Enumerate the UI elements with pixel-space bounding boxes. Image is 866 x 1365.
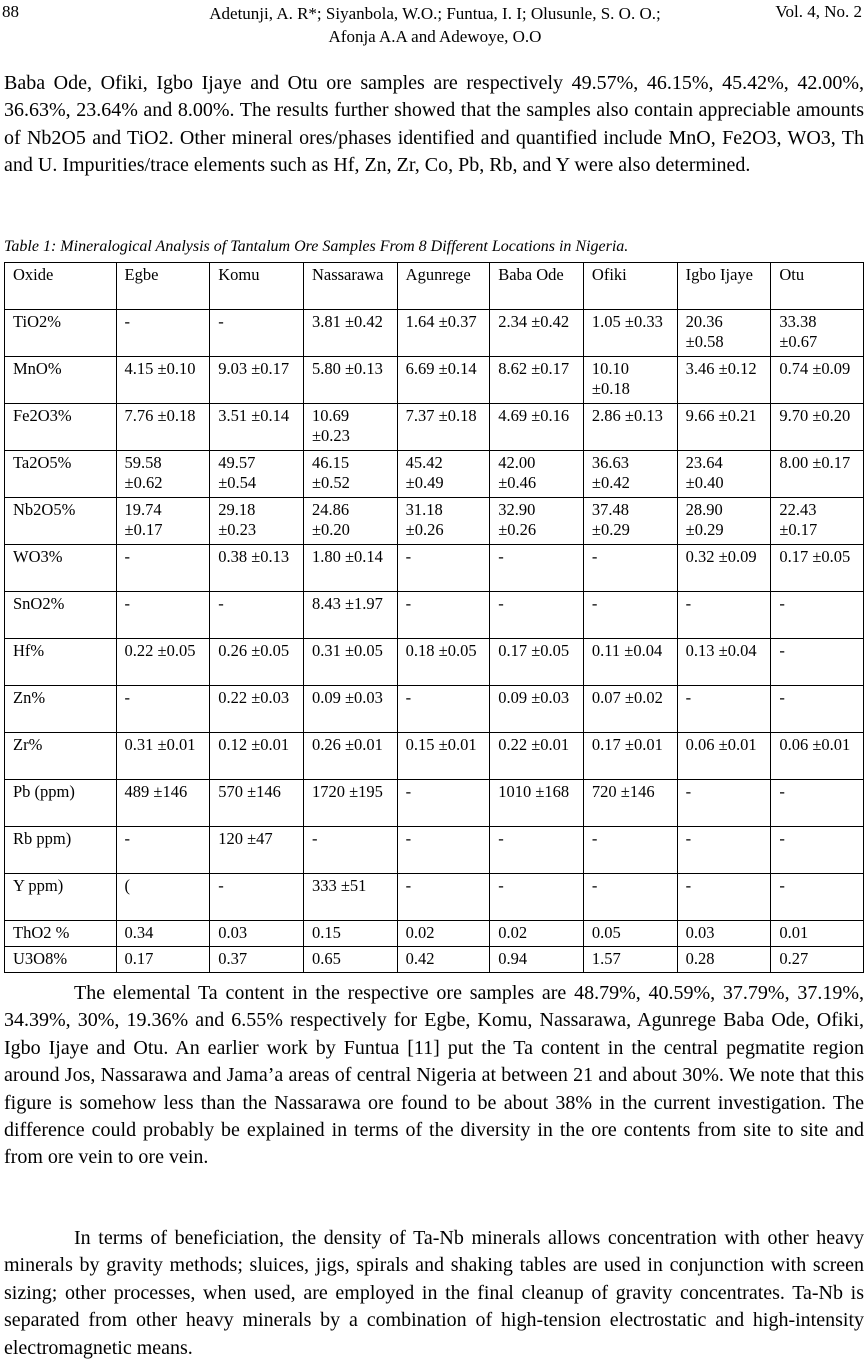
- value-cell: -: [490, 592, 584, 639]
- value-cell: -: [677, 592, 771, 639]
- value-cell: 120 ±47: [210, 827, 304, 874]
- value-cell: 0.15 ±0.01: [397, 733, 490, 780]
- column-header: Komu: [210, 263, 304, 310]
- author-list: [165, 2, 705, 48]
- value-cell: 0.28: [677, 947, 771, 973]
- value-cell: 8.00 ±0.17: [771, 451, 864, 498]
- value-cell: 0.42: [397, 947, 490, 973]
- value-cell: 8.62 ±0.17: [490, 357, 584, 404]
- value-cell: 4.15 ±0.10: [116, 357, 210, 404]
- value-cell: -: [583, 592, 677, 639]
- table-row: [5, 921, 864, 947]
- value-cell: 3.46 ±0.12: [677, 357, 771, 404]
- table-header-row: [5, 263, 864, 310]
- value-cell: -: [116, 310, 210, 357]
- value-cell: 46.15 ±0.52: [303, 451, 397, 498]
- value-cell: 0.07 ±0.02: [583, 686, 677, 733]
- oxide-cell: Zr%: [5, 733, 117, 780]
- value-cell: 8.43 ±1.97: [303, 592, 397, 639]
- oxide-cell: TiO2%: [5, 310, 117, 357]
- column-header: Egbe: [116, 263, 210, 310]
- value-cell: 0.31 ±0.01: [116, 733, 210, 780]
- value-cell: 570 ±146: [210, 780, 304, 827]
- oxide-cell: Y ppm): [5, 874, 117, 921]
- value-cell: 0.18 ±0.05: [397, 639, 490, 686]
- value-cell: 720 ±146: [583, 780, 677, 827]
- oxide-cell: Pb (ppm): [5, 780, 117, 827]
- value-cell: 1.57: [583, 947, 677, 973]
- table-row: [5, 357, 864, 404]
- oxide-cell: Ta2O5%: [5, 451, 117, 498]
- value-cell: 28.90 ±0.29: [677, 498, 771, 545]
- value-cell: -: [771, 874, 864, 921]
- table-row: [5, 874, 864, 921]
- value-cell: 29.18 ±0.23: [210, 498, 304, 545]
- oxide-cell: Zn%: [5, 686, 117, 733]
- table-row: [5, 733, 864, 780]
- value-cell: -: [210, 592, 304, 639]
- value-cell: 33.38 ±0.67: [771, 310, 864, 357]
- value-cell: 23.64 ±0.40: [677, 451, 771, 498]
- value-cell: 0.06 ±0.01: [771, 733, 864, 780]
- volume-label: Vol. 4, No. 2: [775, 2, 862, 21]
- body-paragraph: The elemental Ta content in the respective ore samples are 48.79%, 40.59%, 37.79%, 37.19%, 34.39%, 30%, 19.36% and 6.55% respectively for Egbe, Komu, Nassarawa, Agunrege Baba Ode, Ofiki, Igbo Ijaye and Otu. An earlier work by Funtua [11] put the Ta content in the central pegmatite region around Jos, Nassarawa and Jama’a areas of central Nigeria at between 21 and about 30%. We note that this figure is somehow less than the Nassarawa ore found to be about 38% in the current investigation. The difference could probably be explained in terms of the diversity in the ore contents from site to site and from ore vein to ore vein.: [4, 982, 864, 1169]
- value-cell: -: [583, 827, 677, 874]
- value-cell: 0.13 ±0.04: [677, 639, 771, 686]
- table-row: [5, 451, 864, 498]
- value-cell: 7.37 ±0.18: [397, 404, 490, 451]
- value-cell: 49.57 ±0.54: [210, 451, 304, 498]
- value-cell: 0.17 ±0.01: [583, 733, 677, 780]
- column-header: Agunrege: [397, 263, 490, 310]
- value-cell: -: [397, 686, 490, 733]
- value-cell: -: [397, 874, 490, 921]
- value-cell: -: [490, 827, 584, 874]
- table-row: [5, 780, 864, 827]
- value-cell: -: [116, 827, 210, 874]
- author-line-2: Afonja A.A and Adewoye, O.O: [328, 27, 542, 46]
- value-cell: 0.11 ±0.04: [583, 639, 677, 686]
- value-cell: 9.70 ±0.20: [771, 404, 864, 451]
- oxide-cell: Rb ppm): [5, 827, 117, 874]
- value-cell: 10.10 ±0.18: [583, 357, 677, 404]
- page-number: 88: [2, 2, 19, 21]
- value-cell: 0.34: [116, 921, 210, 947]
- value-cell: 45.42 ±0.49: [397, 451, 490, 498]
- oxide-cell: Hf%: [5, 639, 117, 686]
- value-cell: -: [490, 874, 584, 921]
- value-cell: 5.80 ±0.13: [303, 357, 397, 404]
- value-cell: (: [116, 874, 210, 921]
- value-cell: 0.22 ±0.05: [116, 639, 210, 686]
- value-cell: -: [397, 545, 490, 592]
- value-cell: 0.03: [210, 921, 304, 947]
- table-row: [5, 404, 864, 451]
- value-cell: 1720 ±195: [303, 780, 397, 827]
- value-cell: 4.69 ±0.16: [490, 404, 584, 451]
- oxide-cell: ThO2 %: [5, 921, 117, 947]
- value-cell: 0.94: [490, 947, 584, 973]
- value-cell: 0.74 ±0.09: [771, 357, 864, 404]
- value-cell: 37.48 ±0.29: [583, 498, 677, 545]
- value-cell: -: [210, 874, 304, 921]
- oxide-cell: SnO2%: [5, 592, 117, 639]
- value-cell: -: [677, 827, 771, 874]
- value-cell: 3.81 ±0.42: [303, 310, 397, 357]
- value-cell: 24.86 ±0.20: [303, 498, 397, 545]
- value-cell: 1.64 ±0.37: [397, 310, 490, 357]
- value-cell: 9.03 ±0.17: [210, 357, 304, 404]
- value-cell: 0.17 ±0.05: [771, 545, 864, 592]
- column-header: Baba Ode: [490, 263, 584, 310]
- value-cell: -: [116, 545, 210, 592]
- value-cell: 0.22 ±0.01: [490, 733, 584, 780]
- value-cell: -: [116, 686, 210, 733]
- column-header: Igbo Ijaye: [677, 263, 771, 310]
- body-paragraph: Baba Ode, Ofiki, Igbo Ijaye and Otu ore samples are respectively 49.57%, 46.15%, 45.42%, 42.00%, 36.63%, 23.64% and 8.00%. The results further showed that the samples also contain appreciable amounts of Nb2O5 and TiO2. Other mineral ores/phases identified and quantified include MnO, Fe2O3, WO3, Th and U. Impurities/trace elements such as Hf, Zn, Zr, Co, Pb, Rb, and Y were also determined.: [4, 72, 864, 177]
- body-paragraph: In terms of beneficiation, the density of Ta-Nb minerals allows concentration with other heavy minerals by gravity methods; sluices, jigs, spirals and shaking tables are used in conjunction with screen sizing; other processes, when used, are employed in the final cleanup of gravity concentrates. Ta-Nb is separated from other heavy minerals by a combination of high-tension electrostatic and high-intensity electromagnetic means.: [4, 1227, 864, 1359]
- value-cell: 20.36 ±0.58: [677, 310, 771, 357]
- table-row: [5, 947, 864, 973]
- value-cell: 0.38 ±0.13: [210, 545, 304, 592]
- column-header: Oxide: [5, 263, 117, 310]
- value-cell: 0.02: [490, 921, 584, 947]
- value-cell: -: [677, 874, 771, 921]
- value-cell: -: [397, 592, 490, 639]
- table-row: [5, 686, 864, 733]
- table-row: [5, 545, 864, 592]
- value-cell: 0.22 ±0.03: [210, 686, 304, 733]
- value-cell: -: [771, 639, 864, 686]
- oxide-cell: MnO%: [5, 357, 117, 404]
- value-cell: 22.43 ±0.17: [771, 498, 864, 545]
- value-cell: 0.26 ±0.05: [210, 639, 304, 686]
- value-cell: 6.69 ±0.14: [397, 357, 490, 404]
- value-cell: 0.06 ±0.01: [677, 733, 771, 780]
- oxide-cell: Nb2O5%: [5, 498, 117, 545]
- value-cell: 0.17: [116, 947, 210, 973]
- column-header: Nassarawa: [303, 263, 397, 310]
- value-cell: -: [677, 686, 771, 733]
- oxide-cell: U3O8%: [5, 947, 117, 973]
- page-header: [0, 2, 866, 50]
- value-cell: 0.32 ±0.09: [677, 545, 771, 592]
- value-cell: 2.34 ±0.42: [490, 310, 584, 357]
- value-cell: 0.17 ±0.05: [490, 639, 584, 686]
- table-row: [5, 310, 864, 357]
- value-cell: -: [583, 545, 677, 592]
- value-cell: 0.37: [210, 947, 304, 973]
- value-cell: 1.05 ±0.33: [583, 310, 677, 357]
- table-row: [5, 498, 864, 545]
- value-cell: 36.63 ±0.42: [583, 451, 677, 498]
- value-cell: -: [771, 827, 864, 874]
- table-row: [5, 592, 864, 639]
- value-cell: -: [303, 827, 397, 874]
- value-cell: 1010 ±168: [490, 780, 584, 827]
- value-cell: 32.90 ±0.26: [490, 498, 584, 545]
- oxide-cell: WO3%: [5, 545, 117, 592]
- value-cell: -: [771, 780, 864, 827]
- value-cell: 42.00 ±0.46: [490, 451, 584, 498]
- table-row: [5, 639, 864, 686]
- value-cell: 3.51 ±0.14: [210, 404, 304, 451]
- column-header: Ofiki: [583, 263, 677, 310]
- value-cell: 0.02: [397, 921, 490, 947]
- value-cell: 0.01: [771, 921, 864, 947]
- value-cell: -: [771, 686, 864, 733]
- value-cell: 7.76 ±0.18: [116, 404, 210, 451]
- mineral-analysis-table: [4, 262, 864, 973]
- value-cell: 333 ±51: [303, 874, 397, 921]
- value-cell: -: [397, 827, 490, 874]
- value-cell: -: [490, 545, 584, 592]
- value-cell: 19.74 ±0.17: [116, 498, 210, 545]
- table-caption: Table 1: Mineralogical Analysis of Tantalum Ore Samples From 8 Different Locations in Nigeria.: [4, 238, 629, 255]
- value-cell: 1.80 ±0.14: [303, 545, 397, 592]
- value-cell: 10.69 ±0.23: [303, 404, 397, 451]
- value-cell: 0.15: [303, 921, 397, 947]
- value-cell: 0.26 ±0.01: [303, 733, 397, 780]
- value-cell: 0.03: [677, 921, 771, 947]
- value-cell: 489 ±146: [116, 780, 210, 827]
- value-cell: -: [210, 310, 304, 357]
- value-cell: 59.58 ±0.62: [116, 451, 210, 498]
- value-cell: 0.09 ±0.03: [303, 686, 397, 733]
- value-cell: 0.31 ±0.05: [303, 639, 397, 686]
- value-cell: 31.18 ±0.26: [397, 498, 490, 545]
- author-line-1: Adetunji, A. R*; Siyanbola, W.O.; Funtua, I. I; Olusunle, S. O. O.;: [209, 4, 661, 23]
- value-cell: -: [771, 592, 864, 639]
- value-cell: 0.12 ±0.01: [210, 733, 304, 780]
- oxide-cell: Fe2O3%: [5, 404, 117, 451]
- value-cell: 0.27: [771, 947, 864, 973]
- table-row: [5, 827, 864, 874]
- value-cell: -: [116, 592, 210, 639]
- value-cell: -: [583, 874, 677, 921]
- value-cell: 0.05: [583, 921, 677, 947]
- value-cell: 0.09 ±0.03: [490, 686, 584, 733]
- column-header: Otu: [771, 263, 864, 310]
- value-cell: -: [397, 780, 490, 827]
- value-cell: 9.66 ±0.21: [677, 404, 771, 451]
- value-cell: -: [677, 780, 771, 827]
- value-cell: 2.86 ±0.13: [583, 404, 677, 451]
- value-cell: 0.65: [303, 947, 397, 973]
